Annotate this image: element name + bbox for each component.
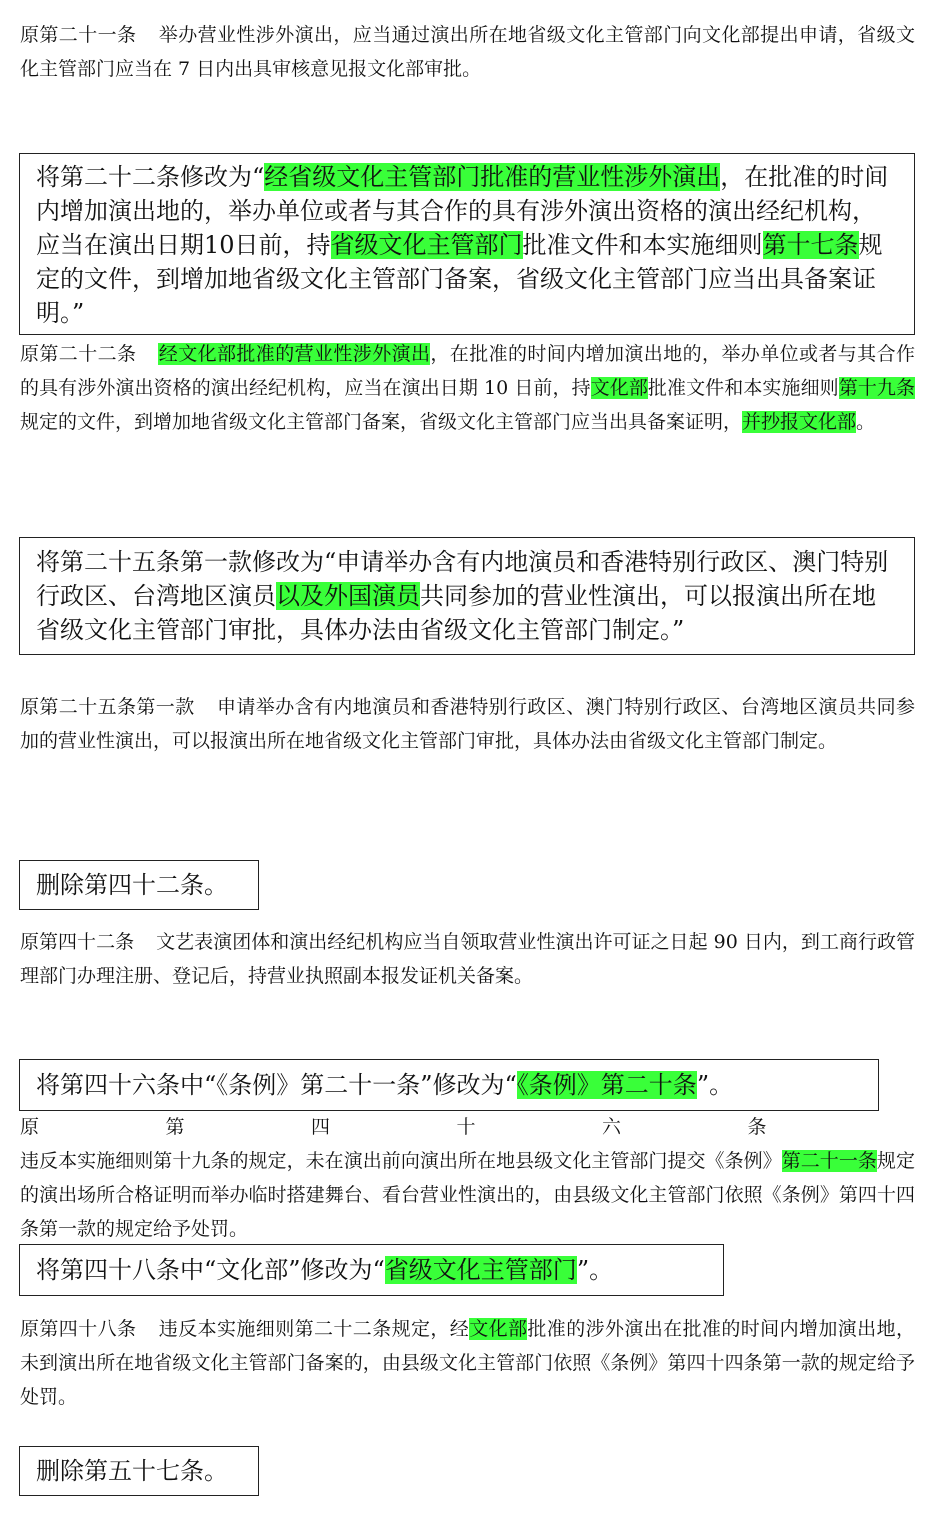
- article-heading: 原第四十六条: [20, 1116, 893, 1138]
- highlight: 省级文化主管部门: [384, 1256, 577, 1284]
- amendment-article-25: 将第二十五条第一款修改为“申请举办含有内地演员和香港特别行政区、澳门特别行政区、台湾地区演员以及外国演员共同参加的营业性演出，可以报演出所在地省级文化主管部门审批，具体办法由省级文化主管部门制定。”: [19, 537, 915, 655]
- article-heading: 原第四十二条: [20, 931, 135, 953]
- amendment-article-22: 将第二十二条修改为“经省级文化主管部门批准的营业性涉外演出，在批准的时间内增加演出地的，举办单位或者与其合作的具有涉外演出资格的演出经纪机构，应当在演出日期10日前，持省级文化主管部门批准文件和本实施细则第十七条规定的文件，到增加地省级文化主管部门备案，省级文化主管部门应当出具备案证明。”: [19, 153, 915, 335]
- highlight: 文化部: [469, 1318, 528, 1340]
- highlight: 文化部: [590, 377, 648, 399]
- highlight: 第二十一条: [781, 1150, 877, 1172]
- highlight: 省级文化主管部门: [330, 231, 523, 259]
- article-text: 申请举办含有内地演员和香港特别行政区、澳门特别行政区、台湾地区演员共同参加的营业性演出，可以报演出所在地省级文化主管部门审批，具体办法由省级文化主管部门制定。: [20, 696, 915, 752]
- amendment-article-48: 将第四十八条中“文化部”修改为“省级文化主管部门”。: [19, 1244, 724, 1296]
- deletion-article-42: 删除第四十二条。: [19, 860, 259, 910]
- article-heading: 原第二十二条: [20, 343, 137, 365]
- highlight: 并抄报文化部: [742, 411, 857, 433]
- highlight: 第十七条: [762, 231, 859, 259]
- highlight: 第十九条: [838, 377, 915, 399]
- article-heading: 原第二十一条: [20, 24, 137, 46]
- article-heading: 原第二十五条第一款: [20, 696, 195, 718]
- highlight: 经省级文化主管部门批准的营业性涉外演出: [264, 163, 721, 191]
- article-heading: 原第四十八条: [20, 1318, 137, 1340]
- highlight: 《条例》第二十条: [516, 1071, 697, 1099]
- article-text: 举办营业性涉外演出，应当通过演出所在地省级文化主管部门向文化部提出申请，省级文化主管部门应当在 7 日内出具审核意见报文化部审批。: [20, 24, 915, 80]
- original-article-48: 原第四十八条 违反本实施细则第二十二条规定，经文化部批准的涉外演出在批准的时间内增加演出地，未到演出所在地省级文化主管部门备案的，由县级文化主管部门依照《条例》第四十四条第一款的规定给予处罚。: [20, 1318, 915, 1408]
- original-article-42: [20, 925, 915, 993]
- amendment-article-46: 将第四十六条中“《条例》第二十一条”修改为“《条例》第二十条”。: [19, 1059, 879, 1111]
- original-article-21: [20, 18, 915, 86]
- highlight: 经文化部批准的营业性涉外演出: [158, 343, 431, 365]
- highlight: 以及外国演员: [276, 582, 420, 610]
- original-article-25-clause-1: [20, 690, 915, 758]
- original-article-46: 原第四十六条违反本实施细则第十九条的规定，未在演出前向演出所在地县级文化主管部门提交《条例》第二十一条规定的演出场所合格证明而举办临时搭建舞台、看台营业性演出的，由县级文化主管部门依照《条例》第四十四条第一款的规定给予处罚。: [20, 1116, 915, 1240]
- deletion-article-57: 删除第五十七条。: [19, 1446, 259, 1496]
- original-article-22: 原第二十二条 经文化部批准的营业性涉外演出，在批准的时间内增加演出地的，举办单位或者与其合作的具有涉外演出资格的演出经纪机构，应当在演出日期 10 日前，持文化部批准文件和本实施细则第十九条规定的文件，到增加地省级文化主管部门备案，省级文化主管部门应当出具备案证明，并抄报文化部。: [20, 343, 915, 433]
- article-text: 文艺表演团体和演出经纪机构应当自领取营业性演出许可证之日起 90 日内，到工商行政管理部门办理注册、登记后，持营业执照副本报发证机关备案。: [20, 931, 915, 987]
